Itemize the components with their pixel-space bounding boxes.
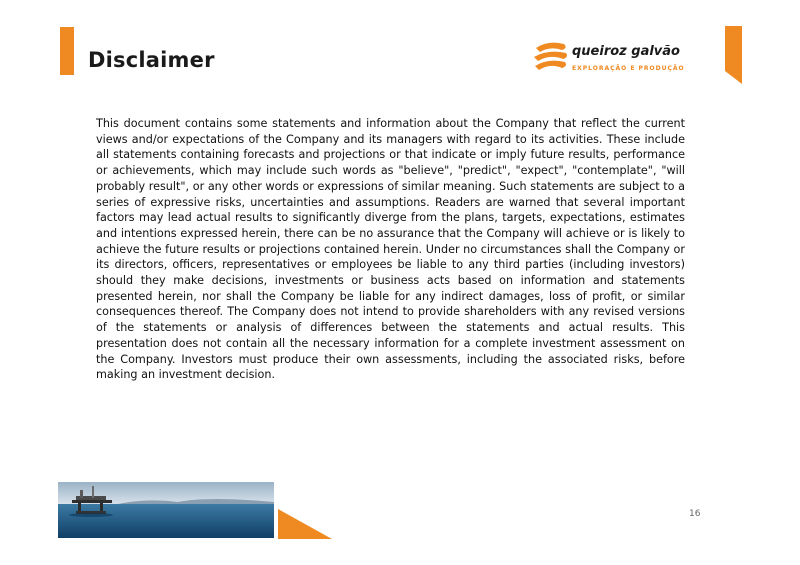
page-title: Disclaimer	[88, 48, 215, 72]
title-accent-bar	[60, 27, 74, 75]
page-number: 16	[689, 509, 701, 519]
offshore-platform-photo	[58, 482, 274, 538]
disclaimer-text: This document contains some statements and information about the Company that reflect the current views and/or expectations of the Company and its managers with regard to its activities. These include all statements containing forecasts and projections or that indicate or imply future results, performance or achievements, which may include such words as "believe", "predict", "expect", "contemplate", "will probably result", or any other words or expressions of similar meaning. Such statements are subject to a series of expressive risks, uncertainties and assumptions. Readers are warned that several important factors may lead actual results to significantly diverge from the plans, targets, expectations, estimates and intentions expressed herein, there can be no assurance that the Company will achieve or is likely to achieve the future results or projections contained herein. Under no circumstances shall the Company or its directors, officers, representatives or employees be liable to any third parties (including investors) should they make decisions, investments or business acts based on information and statements presented herein, nor shall the Company be liable for any indirect damages, loss of profit, or similar consequences thereof. The Company does not intend to provide shareholders with any revised versions of the statements or analysis of differences between the statements and actual results. This presentation does not contain all the necessary information for a complete investment assessment on the Company. Investors must produce their own assessments, including the associated risks, before making an investment decision.	[96, 117, 685, 382]
company-logo	[532, 40, 692, 76]
logo-swirl-icon	[532, 40, 570, 76]
logo-name: queiroz galvão	[572, 44, 680, 59]
bottom-corner-accent	[278, 509, 332, 539]
logo-tagline: EXPLORAÇÃO E PRODUÇÃO	[572, 65, 685, 72]
top-right-corner-accent	[725, 26, 742, 84]
